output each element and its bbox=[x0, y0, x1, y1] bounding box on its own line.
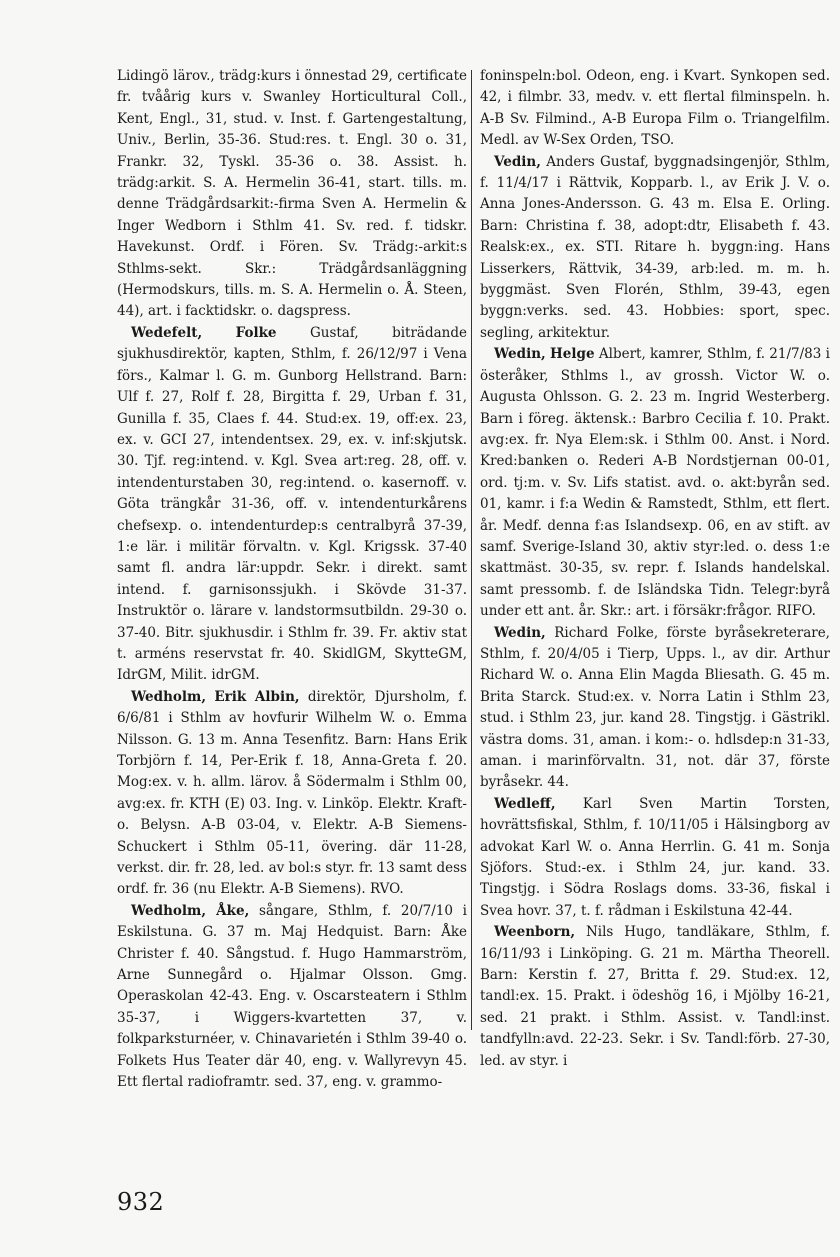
entry-given-name: Helge bbox=[550, 346, 595, 363]
entry-given-name: Nils Hugo, bbox=[585, 924, 666, 941]
entry-surname: Wedin, bbox=[494, 346, 546, 363]
left-column bbox=[117, 66, 467, 1094]
entry-wedholm-ake bbox=[117, 901, 467, 1094]
entry-surname: Wedefelt, bbox=[131, 324, 203, 341]
entry-text: tandläkare, Sthlm, f. 16/11/93 i Linköping. G. 21 m. Märtha Theorell. Barn: Kerstin f. 27, Britta f. 29. Stud:ex. 12, tandl:ex. 15. Prakt. i ödeshög 16, i Mjölby 16-21, sed. 21 prakt. i Sthlm. Assist. v. Tandl:inst. tandfylln:avd. 22-23. Sekr. i Sv. Tandl:förb. 27-30, led. av styr. i bbox=[480, 924, 830, 1069]
entry-text: sångare, Sthlm, f. 20/7/10 i Eskilstuna. G. 37 m. Maj Hedquist. Barn: Åke Christer f. 40. Sångstud. f. Hugo Hammarström, Arne Sunnegård o. Hjalmar Olsson. Gmg. Operaskolan 42-43. Eng. v. Oscarsteatern i Sthlm 35-37, i Wiggers-kvartetten 37, v. folkparksturnéer, v. Chinavarietén i Sthlm 39-40 o. Folkets Hus Teater där 40, eng. v. Wallyrevyn 45. Ett flertal radioframtr. sed. 37, eng. v. grammo- bbox=[117, 902, 467, 1091]
entry-text: direktör, Djursholm, f. 6/6/81 i Sthlm av hovfurir Wilhelm W. o. Emma Nilsson. G. 13 m. Anna Tesenfitz. Barn: Hans Erik Torbjörn f. 14, Per-Erik f. 18, Anna-Greta f. 20. Mog:ex. v. h. allm. lärov. å Södermalm i Sthlm 00, avg:ex. fr. KTH (E) 03. Ing. v. Linköp. Elektr. Kraft- o. Belysn. A-B 03-04, v. Elektr. A-B Siemens-Schuckert i Sthlm 05-11, övering. där 11-28, verkst. dir. fr. 28, led. av bol:s styr. fr. 13 samt dess ordf. fr. 36 (nu Elektr. A-B Siemens). RVO. bbox=[117, 688, 468, 898]
entry-given-name: Karl Sven Martin Torsten, bbox=[582, 795, 830, 812]
entry-given-name: Richard Folke, bbox=[554, 624, 659, 641]
entry-given-name: Anders Gustaf, bbox=[546, 153, 649, 170]
entry-text: hovrättsfiskal, Sthlm, f. 10/11/05 i Hälsingborg av advokat Karl W. o. Anna Herrlin. G. 41 m. Sonja Sjöfors. Stud:-ex. i Sthlm 24, jur. kand. 33. Tingstjg. i Södra Roslags doms. 33-36, fiskal i Svea hovr. 37, t. f. rådman i Eskilstuna 42-44. bbox=[480, 817, 830, 919]
entry-given-name: Erik Albin, bbox=[214, 688, 300, 705]
right-column bbox=[480, 66, 830, 1072]
entry-surname: Vedin, bbox=[494, 153, 541, 170]
column-divider bbox=[471, 70, 472, 1030]
right-continuation-text: foninspeln:bol. Odeon, eng. i Kvart. Synkopen sed. 42, i filmbr. 33, medv. v. ett flertal filminspeln. h. A-B Sv. Filmind., A-B Europa Film o. Triangelfilm. Medl. av W-Sex Orden, TSO. bbox=[480, 68, 830, 149]
entry-wedholm-erik bbox=[117, 687, 467, 901]
entry-given-name: Folke bbox=[235, 324, 277, 341]
entry-surname: Wedleff, bbox=[494, 795, 556, 812]
entry-vedin-anders bbox=[480, 152, 830, 345]
entry-surname: Wedholm, bbox=[131, 688, 207, 705]
entry-text: Gustaf, biträdande sjukhusdirektör, kapten, Sthlm, f. 26/12/97 i Vena förs., Kalmar l. G. m. Gunborg Hellstrand. Barn: Ulf f. 27, Rolf f. 28, Birgitta f. 29, Urban f. 31, Gunilla f. 35, Claes f. 44. Stud:ex. 19, off:ex. 23, ex. v. GCI 27, intendentsex. 29, ex. v. inf:skjutsk. 30. Tjf. reg:intend. v. Kgl. Svea art:reg. 28, off. v. intendenturstaben 30, reg:intend. o. kasernoff. v. Göta trängkår 31-36, off. v. intendenturkårens chefsexp. o. intendenturdep:s centralbyrå 37-39, 1:e lär. i militär förvaltn. v. Kgl. Krigssk. 37-40 samt fl. andra lär:uppdr. Sekr. i direkt. samt intend. f. garnisonssjukh. i Skövde 31-37. Instruktör o. lärare v. landstormsutbildn. 29-30 o. 37-40. Bitr. sjukhusdir. i Sthlm fr. 39. Fr. aktiv stat t. arméns reservstat fr. 40. SkidlGM, SkytteGM, IdrGM, Milit. idrGM. bbox=[117, 324, 468, 684]
page-number: 932 bbox=[117, 1188, 165, 1216]
entry-wedin-richard bbox=[480, 623, 830, 794]
entry-text: Albert, kamrer, Sthlm, f. 21/7/83 i österåker, Sthlms l., av grossh. Victor W. o. Augusta Ohlsson. G. 2. 23 m. Ingrid Westerberg. Barn i föreg. äktensk.: Barbro Cecilia f. 10. Prakt. avg:ex. fr. Nya Elem:sk. i Sthlm 00. Anst. i Nord. Kred:banken o. Rederi A-B Nordstjernan 00-01, ord. tj:m. v. Sv. Lifs statist. avd. o. akt:byrån sed. 01, kamr. i f:a Wedin & Ramstedt, Sthlm, ett flert. år. Medf. denna f:as Islandsexp. 06, en av stift. av samf. Sverige-Island 30, aktiv styr:led. o. dess 1:e skattmäst. 30-35, sv. repr. f. Islands handelskal. samt pressomb. f. de Isländska Tidn. Telegr:byrå under ett ant. år. Skr.: art. i försäkr:frågor. RIFO. bbox=[480, 346, 830, 620]
entry-wedefelt bbox=[117, 323, 467, 687]
entry-text: byggnadsingenjör, Sthlm, f. 11/4/17 i Rättvik, Kopparb. l., av Erik J. V. o. Anna Jones-Andersson. G. 43 m. Elsa E. Orling. Barn: Christina f. 38, adopt:dtr, Elisabeth f. 43. Realsk:ex., ex. STI. Ritare h. byggn:ing. Hans Lisserkers, Rättvik, 34-39, arb:led. m. m. h. byggmäst. Sven Florén, Sthlm, 39-43, egen byggn:verks. sed. 43. Hobbies: sport, spec. segling, arkitektur. bbox=[480, 153, 830, 341]
entry-surname: Wedholm, Åke, bbox=[131, 902, 250, 919]
entry-surname: Weenborn, bbox=[494, 924, 576, 941]
entry-surname: Wedin, bbox=[494, 624, 546, 641]
entry-wedin-helge bbox=[480, 344, 830, 622]
entry-wedleff-karl bbox=[480, 794, 830, 922]
entry-weenborn-nils bbox=[480, 922, 830, 1072]
entry-text: förste byråsekreterare, Sthlm, f. 20/4/05 i Tierp, Upps. l., av dir. Arthur Richard W. o. Anna Elin Magda Bliesath. G. 45 m. Brita Starck. Stud:ex. v. Norra Latin i Sthlm 23, stud. i Sthlm 23, jur. kand 28. Tingstjg. i Gästrikl. västra doms. 31, aman. i kom:- o. hdlsdep:n 31-33, aman. i marinförvaltn. 31, not. där 37, förste byråsekr. 44. bbox=[480, 624, 830, 791]
left-continuation-text: Lidingö lärov., trädg:kurs i önnestad 29, certificate fr. tvåårig kurs v. Swanley Horticultural Coll., Kent, Engl., 31, stud. v. Inst. f. Gartengestaltung, Univ., Berlin, 35-36. Stud:res. t. Engl. 30 o. 31, Frankr. 32, Tyskl. 35-36 o. 38. Assist. h. trädg:arkit. S. A. Hermelin 36-41, start. tills. m. denne Trädgårdsarkit:-firma Sven A. Hermelin & Inger Wedborn i Sthlm 41. Sv. red. f. tidskr. Havekunst. Ordf. i Fören. Sv. Trädg:-arkit:s Sthlms-sekt. Skr.: Trädgårdsanläggning (Hermodskurs, tills. m. S. A. Hermelin o. Å. Steen, 44), art. i facktidskr. o. dagspress. bbox=[117, 68, 467, 320]
